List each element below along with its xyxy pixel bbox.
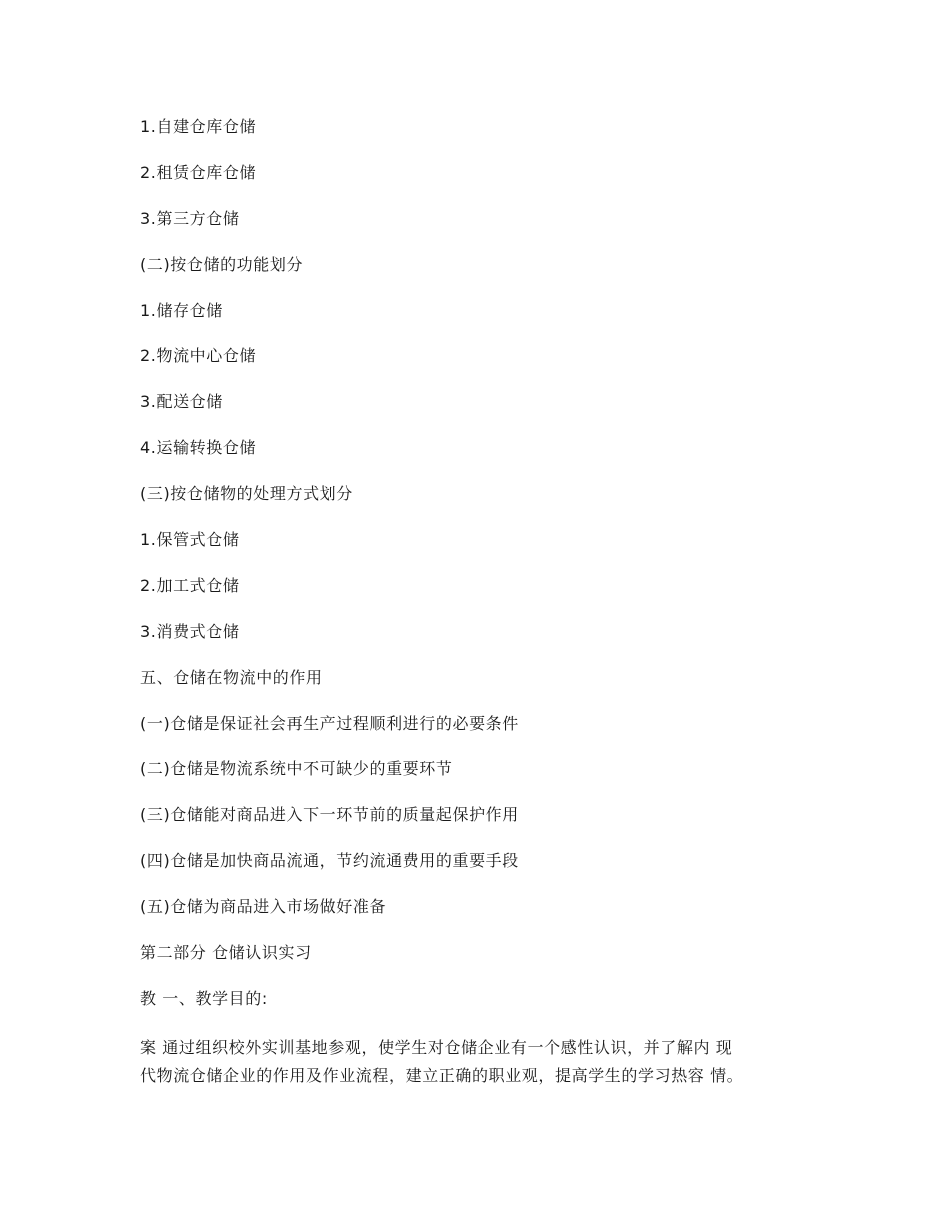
list-item-third-party-warehouse: 3.第三方仓储 [140,208,240,228]
list-item-consumption-warehouse: 3.消费式仓储 [140,621,240,641]
list-item-leased-warehouse: 2.租赁仓库仓储 [140,162,257,182]
list-item-role-4: (四)仓储是加快商品流通，节约流通费用的重要手段 [140,851,519,871]
section-heading-role-in-logistics: 五、仓储在物流中的作用 [140,667,323,687]
objective-paragraph-line-2: 代物流仓储企业的作用及作业流程，建立正确的职业观，提高学生的学习热容 情。 [140,1065,744,1085]
section-heading-by-processing: (三)按仓储物的处理方式划分 [140,484,353,504]
list-item-role-3: (三)仓储能对商品进入下一环节前的质量起保护作用 [140,805,519,825]
list-item-custodial-warehouse: 1.保管式仓储 [140,530,240,550]
list-item-transport-transfer-warehouse: 4.运输转换仓储 [140,438,257,458]
section-heading-teaching-objective: 教 一、教学目的: [140,988,268,1008]
list-item-self-built-warehouse: 1.自建仓库仓储 [140,117,257,136]
part-heading-warehouse-practice: 第二部分 仓储认识实习 [140,943,312,963]
list-item-role-2: (二)仓储是物流系统中不可缺少的重要环节 [140,759,453,779]
objective-paragraph [140,1034,805,1090]
list-item-logistics-center-warehouse: 2.物流中心仓储 [140,346,257,366]
objective-paragraph-line-1: 案 通过组织校外实训基地参观，使学生对仓储企业有一个感性认识，并了解内 现 [140,1037,733,1057]
list-item-storage-warehouse: 1.储存仓储 [140,300,223,320]
section-heading-by-function: (二)按仓储的功能划分 [140,254,304,274]
list-item-role-5: (五)仓储为商品进入市场做好准备 [140,897,387,917]
list-item-distribution-warehouse: 3.配送仓储 [140,392,223,412]
document-body [140,116,810,1090]
list-item-processing-warehouse: 2.加工式仓储 [140,575,240,595]
list-item-role-1: (一)仓储是保证社会再生产过程顺利进行的必要条件 [140,713,519,733]
